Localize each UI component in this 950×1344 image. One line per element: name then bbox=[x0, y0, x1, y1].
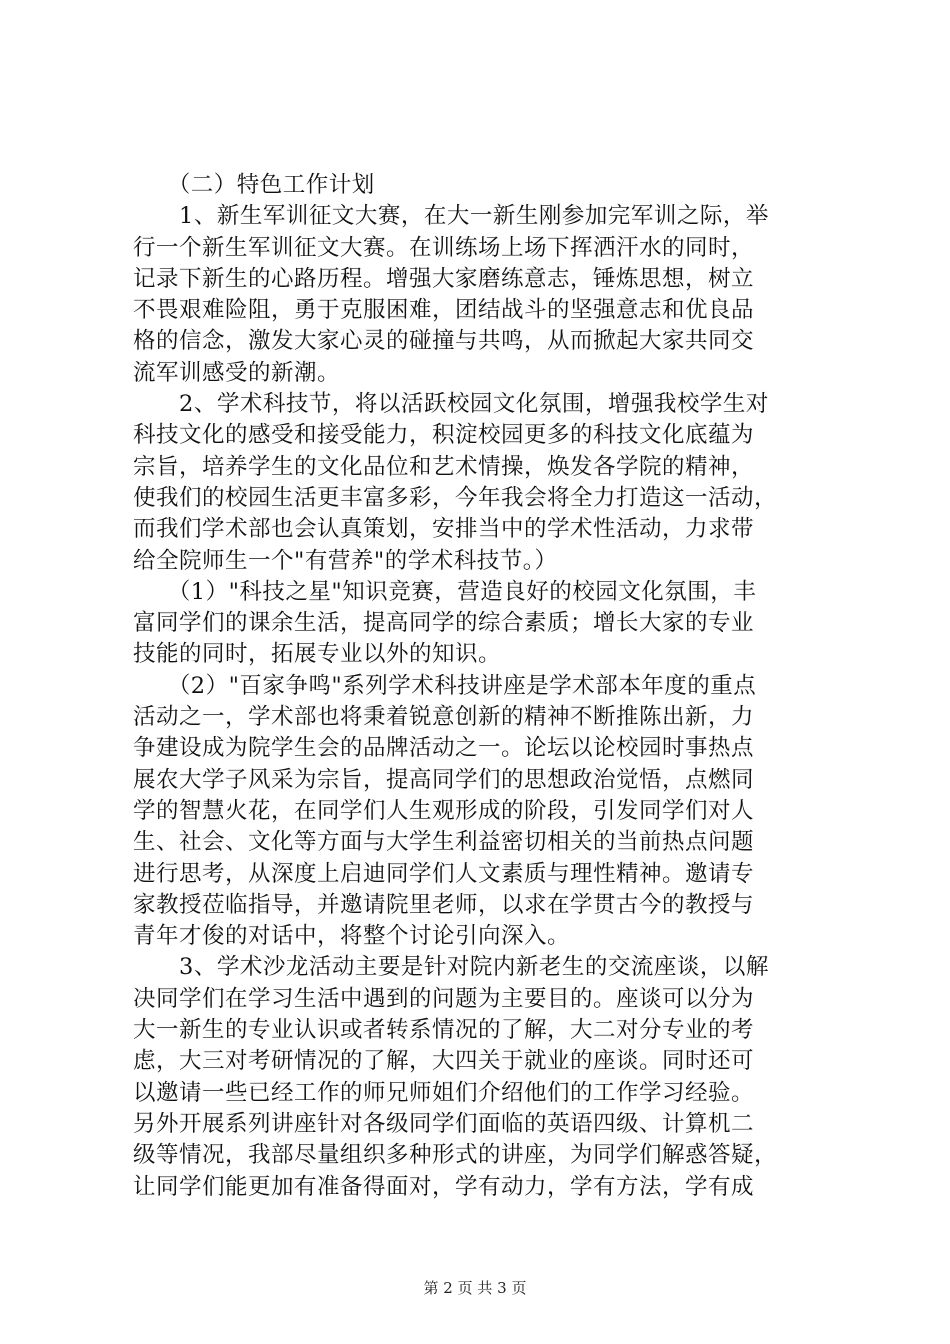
paragraph-line: 虑，大三对考研情况的了解，大四关于就业的座谈。同时还可 bbox=[133, 1048, 755, 1075]
paragraph-line: 活动之一，学术部也将秉着锐意创新的精神不断推陈出新，力 bbox=[133, 704, 755, 731]
paragraph-line: 行一个新生军训征文大赛。在训练场上场下挥洒汗水的同时， bbox=[133, 234, 755, 261]
paragraph-line: 进行思考，从深度上启迪同学们人文素质与理性精神。邀请专 bbox=[133, 860, 755, 887]
paragraph-line: 展农大学子风采为宗旨，提高同学们的思想政治觉悟，点燃同 bbox=[133, 766, 755, 793]
paragraph-line: 争建设成为院学生会的品牌活动之一。论坛以论校园时事热点 bbox=[133, 735, 755, 762]
paragraph-line: 决同学们在学习生活中遇到的问题为主要目的。座谈可以分为 bbox=[133, 985, 755, 1012]
page-number-footer: 第 2 页 共 3 页 bbox=[423, 1279, 527, 1297]
paragraph-line: 富同学们的课余生活，提高同学的综合素质；增长大家的专业 bbox=[133, 610, 755, 637]
paragraph-line: 级等情况，我部尽量组织多种形式的讲座，为同学们解惑答疑， bbox=[133, 1142, 778, 1169]
paragraph-line: 2、学术科技节，将以活跃校园文化氛围，增强我校学生对 bbox=[133, 391, 769, 418]
paragraph-line: 给全院师生一个"有营养"的学术科技节。） bbox=[133, 547, 558, 574]
paragraph-line: 学的智慧火花，在同学们人生观形成的阶段，引发同学们对人 bbox=[133, 797, 755, 824]
paragraph-line: 技能的同时，拓展专业以外的知识。 bbox=[133, 641, 502, 668]
paragraph-line: 3、学术沙龙活动主要是针对院内新老生的交流座谈，以解 bbox=[133, 954, 769, 981]
paragraph-line: 大一新生的专业认识或者转系情况的了解，大二对分专业的考 bbox=[133, 1017, 755, 1044]
paragraph-line: 使我们的校园生活更丰富多彩，今年我会将全力打造这一活动， bbox=[133, 484, 778, 511]
paragraph-line: 另外开展系列讲座针对各级同学们面临的英语四级、计算机二 bbox=[133, 1110, 755, 1137]
document-body bbox=[133, 170, 833, 1203]
paragraph-line: 而我们学术部也会认真策划，安排当中的学术性活动，力求带 bbox=[133, 516, 755, 543]
paragraph-line: （1）"科技之星"知识竞赛，营造良好的校园文化氛围，丰 bbox=[133, 578, 757, 605]
paragraph-line: 不畏艰难险阻，勇于克服困难，团结战斗的坚强意志和优良品 bbox=[133, 297, 755, 324]
section-heading: （二）特色工作计划 bbox=[133, 172, 375, 198]
paragraph-line: 青年才俊的对话中，将整个讨论引向深入。 bbox=[133, 923, 571, 950]
paragraph-line: 宗旨，培养学生的文化品位和艺术情操，焕发各学院的精神， bbox=[133, 453, 755, 480]
paragraph-line: 以邀请一些已经工作的师兄师姐们介绍他们的工作学习经验。 bbox=[133, 1079, 755, 1106]
paragraph-line: （2）"百家争鸣"系列学术科技讲座是学术部本年度的重点 bbox=[133, 672, 757, 699]
paragraph-line: 科技文化的感受和接受能力，积淀校园更多的科技文化底蕴为 bbox=[133, 422, 755, 449]
paragraph-line: 让同学们能更加有准备得面对，学有动力，学有方法，学有成 bbox=[133, 1173, 755, 1200]
paragraph-line: 流军训感受的新潮。 bbox=[133, 359, 341, 386]
paragraph-line: 格的信念，激发大家心灵的碰撞与共鸣，从而掀起大家共同交 bbox=[133, 328, 755, 355]
paragraph-line: 生、社会、文化等方面与大学生利益密切相关的当前热点问题 bbox=[133, 829, 755, 856]
paragraph-line: 记录下新生的心路历程。增强大家磨练意志，锤炼思想，树立 bbox=[133, 265, 755, 292]
paragraph-line: 家教授莅临指导，并邀请院里老师，以求在学贯古今的教授与 bbox=[133, 891, 755, 918]
paragraph-line: 1、新生军训征文大赛，在大一新生刚参加完军训之际，举 bbox=[133, 203, 769, 230]
